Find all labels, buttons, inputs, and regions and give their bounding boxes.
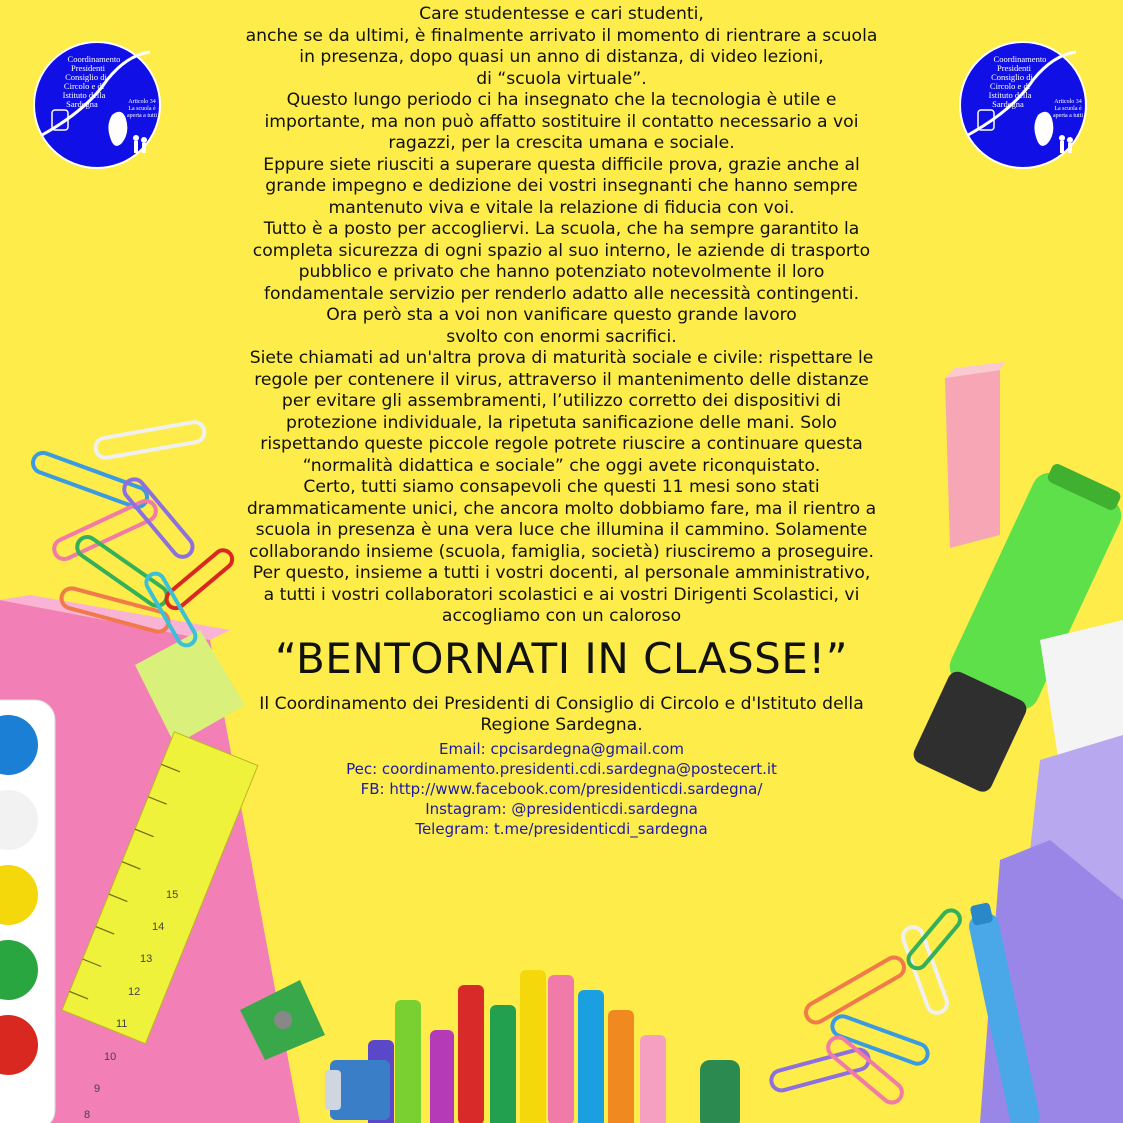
- logo-line: Circolo e di: [63, 81, 105, 91]
- ruler-tick: 11: [116, 1018, 128, 1030]
- logo-line: Circolo e di: [989, 81, 1031, 91]
- logo-line: Consiglio di: [991, 72, 1033, 82]
- ruler-tick: 12: [128, 986, 141, 998]
- logo-line: Consiglio di: [65, 72, 107, 82]
- letter-line: ragazzi, per la crescita umana e sociale.: [388, 133, 735, 153]
- contact-email[interactable]: Email: cpcisardegna@gmail.com: [439, 739, 684, 758]
- logo-line: Sardegna: [66, 99, 98, 109]
- letter-line: collaborando insieme (scuola, famiglia, società) riusciremo a proseguire.: [249, 541, 874, 562]
- letter-line: pubblico e privato che hanno potenziato notevolmente il loro: [298, 262, 825, 282]
- letter-line: svolto con enormi sacrifici.: [446, 326, 677, 347]
- contact-instagram[interactable]: Instagram: @presidenticdi.sardegna: [425, 799, 698, 818]
- letter-line: Certo, tutti siamo consapevoli che questi 11 mesi sono stati: [303, 477, 820, 497]
- letter-line: regole per contenere il virus, attraverso il mantenimento delle distanze: [254, 369, 869, 390]
- letter: [160, 4, 963, 839]
- letter-line: in presenza, dopo quasi un anno di distanza, di video lezioni,: [299, 47, 824, 67]
- letter-line: Siete chiamati ad un'altra prova di maturità sociale e civile: rispettare le: [249, 348, 874, 368]
- contact-telegram[interactable]: Telegram: t.me/presidenticdi_sardegna: [415, 819, 708, 838]
- watercolor-palette: [0, 700, 55, 1123]
- letter-line: rispettando queste piccole regole potrete riuscire a continuare questa: [260, 434, 863, 454]
- logo-right: [958, 40, 1088, 170]
- letter-line: Ora però sta a voi non vanificare questo grande lavoro: [326, 305, 797, 325]
- signature: [160, 694, 963, 737]
- letter-line: importante, ma non può affatto sostituire il contatto necessario a voi: [264, 111, 859, 132]
- letter-line: accogliamo con un caloroso: [441, 606, 682, 626]
- contact-facebook[interactable]: FB: http://www.facebook.com/presidenticdi.sardegna/: [360, 779, 763, 798]
- letter-line: drammaticamente unici, che ancora molto dobbiamo fare, ma il rientro a: [246, 498, 877, 519]
- logo-line: Presidenti: [71, 63, 105, 73]
- letter-line: Tutto è a posto per accogliervi. La scuola, che ha sempre garantito la: [263, 219, 860, 239]
- letter-line: a tutti i vostri collaboratori scolastici e ai vostri Dirigenti Scolastici, vi: [263, 584, 860, 605]
- ruler-tick: 10: [104, 1051, 117, 1063]
- letter-body: [160, 4, 963, 628]
- logo-motto: Articolo 34: [1054, 99, 1082, 105]
- logo-line: Presidenti: [997, 63, 1031, 73]
- logo-line: Istituto della: [988, 90, 1032, 100]
- signature-line: Regione Sardegna.: [480, 715, 643, 735]
- letter-line: completa sicurezza di ogni spazio al suo interno, le aziende di trasporto: [252, 240, 871, 261]
- logo-line: Coordinamento: [993, 54, 1047, 64]
- contact-pec[interactable]: Pec: coordinamento.presidenti.cdi.sardegna@postecert.it: [346, 759, 777, 778]
- letter-line: grande impegno e dedizione dei vostri insegnanti che hanno sempre: [265, 176, 858, 196]
- ruler-tick: 15: [166, 889, 179, 901]
- letter-line: Questo lungo periodo ci ha insegnato che la tecnologia è utile e: [286, 90, 837, 110]
- logo-line: Sardegna: [992, 99, 1024, 109]
- letter-line: di “scuola virtuale”.: [476, 68, 647, 89]
- headline: “BENTORNATI IN CLASSE!”: [275, 633, 848, 683]
- letter-line: “normalità didattica e sociale” che oggi avete riconquistato.: [302, 455, 821, 476]
- logo-motto: La scuola è: [1054, 106, 1082, 112]
- letter-line: per evitare gli assembramenti, l’utilizzo corretto dei dispositivi di: [281, 391, 842, 411]
- logo-line: Istituto della: [62, 90, 106, 100]
- signature-line: Il Coordinamento dei Presidenti di Consiglio di Circolo e d'Istituto della: [259, 693, 864, 714]
- letter-line: scuola in presenza è una vera luce che illumina il cammino. Solamente: [255, 520, 868, 540]
- logo-motto: aperta a tutti: [1053, 113, 1083, 119]
- logo-motto: La scuola è: [128, 106, 156, 112]
- letter-line: fondamentale servizio per renderlo adatto alle necessità contingenti.: [263, 283, 860, 304]
- ruler-tick: 13: [140, 953, 153, 965]
- letter-line: anche se da ultimi, è finalmente arrivato il momento di rientrare a scuola: [245, 25, 878, 46]
- letter-line: mantenuto viva e vitale la relazione di fiducia con voi.: [328, 197, 795, 218]
- logo-motto: aperta a tutti: [127, 113, 157, 119]
- logo-left: [32, 40, 162, 170]
- letter-line: protezione individuale, la ripetuta sanificazione delle mani. Solo: [286, 412, 837, 433]
- contacts: [160, 739, 963, 839]
- letter-line: Care studentesse e cari studenti,: [419, 4, 704, 24]
- logo-motto: Articolo 34: [128, 99, 156, 105]
- zipper-pouch: [325, 1060, 390, 1120]
- ruler-tick: 8: [84, 1109, 91, 1121]
- ruler-tick: 14: [152, 921, 165, 933]
- letter-line: Per questo, insieme a tutti i vostri docenti, al personale amministrativo,: [252, 563, 871, 583]
- letter-line: Eppure siete riusciti a superare questa difficile prova, grazie anche al: [263, 154, 860, 175]
- ruler-tick: 9: [94, 1083, 101, 1095]
- logo-line: Coordinamento: [67, 54, 121, 64]
